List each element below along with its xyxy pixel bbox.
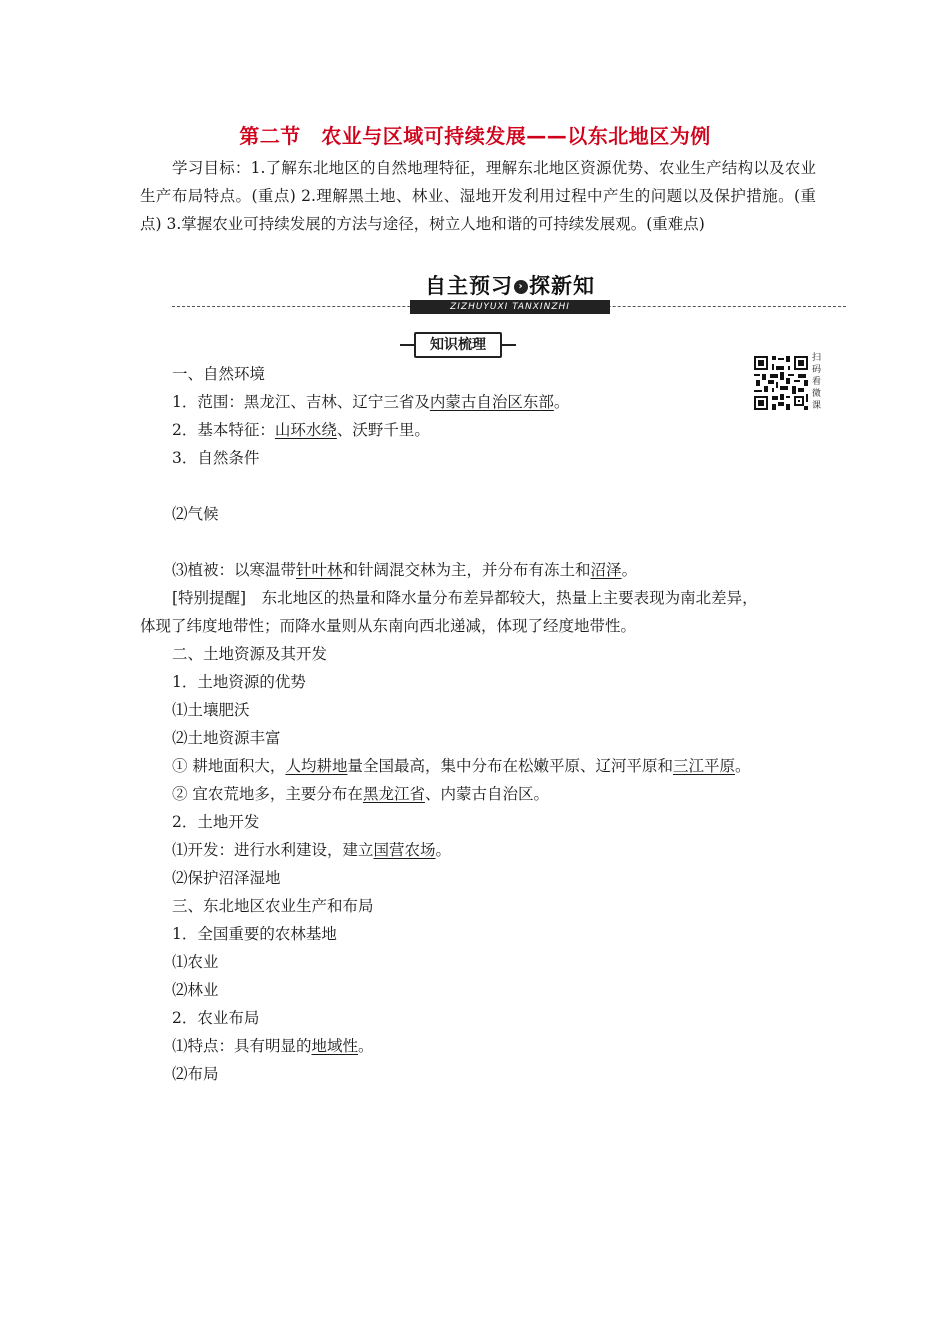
blank-answer: 人均耕地	[285, 757, 348, 775]
blank-answer: 针叶林	[296, 561, 343, 579]
list-item-forestry: ⑵林业	[172, 981, 219, 999]
list-item-land-advantage: 1．土地资源的优势	[172, 673, 306, 691]
qr-code-icon[interactable]	[752, 354, 810, 412]
banner-subtitle: ZIZHUYUXI TANXINZHI	[410, 300, 610, 314]
list-item-arable-land: ① 耕地面积大，人均耕地量全国最高，集中分布在松嫩平原、辽河平原和三江平原。	[172, 757, 751, 775]
blank-answer: 内蒙古自治区东部	[429, 393, 554, 411]
subsection-heading	[400, 330, 516, 356]
list-item-base: 1．全国重要的农林基地	[172, 925, 337, 943]
blank-answer: 山环水绕	[274, 421, 337, 439]
list-item-conditions: 3．自然条件	[172, 449, 260, 467]
blank-answer: 国营农场	[373, 841, 436, 859]
learning-objectives: 学习目标：1.了解东北地区的自然地理特征，理解东北地区资源优势、农业生产结构以及农业生产布局特点。(重点) 2.理解黑土地、林业、湿地开发利用过程中产生的问题以及保护措施。(重点) 3.掌握农业可持续发展的方法与途径，树立人地和谐的可持续发展观。(重难点)	[140, 159, 816, 233]
heading-rule-right	[502, 344, 516, 346]
blank-answer: 三江平原	[672, 757, 735, 775]
heading-rule-left	[400, 344, 414, 346]
list-item-distribution: ⑵布局	[172, 1065, 219, 1083]
blank-answer: 地域性	[311, 1037, 359, 1055]
blank-answer: 沼泽	[590, 561, 622, 579]
special-note-line-1: [特别提醒] 东北地区的热量和降水量分布差异都较大，热量上主要表现为南北差异，	[172, 589, 758, 607]
arrow-icon: ›	[514, 280, 528, 294]
special-note-line-2: 体现了纬度地带性；而降水量则从东南向西北递减，体现了经度地带性。	[140, 617, 637, 635]
list-item-wetland-protection: ⑵保护沼泽湿地	[172, 869, 281, 887]
subsection-label: 知识梳理	[414, 332, 502, 358]
list-item-development: ⑴开发：进行水利建设，建立国营农场。	[172, 841, 452, 859]
list-item-fertile-soil: ⑴土壤肥沃	[172, 701, 250, 719]
banner-title	[410, 270, 610, 298]
page-title: 第二节 农业与区域可持续发展——以东北地区为例	[239, 124, 711, 148]
list-item-characteristics: ⑴特点：具有明显的地域性。	[172, 1037, 374, 1055]
section-header	[172, 270, 846, 316]
section-banner	[410, 270, 610, 312]
banner-title-right: 探新知	[529, 274, 595, 298]
list-item-features: 2．基本特征：山环水绕、沃野千里。	[172, 421, 430, 439]
heading-land-resources: 二、土地资源及其开发	[172, 645, 328, 663]
qr-caption: 扫码看微课	[812, 353, 822, 411]
blank-answer: 黑龙江省	[362, 785, 425, 803]
list-item-farming: ⑴农业	[172, 953, 219, 971]
list-item-layout: 2．农业布局	[172, 1009, 260, 1027]
list-item-climate: ⑵气候	[172, 505, 219, 523]
list-item-land-development: 2．土地开发	[172, 813, 260, 831]
list-item-rich-land: ⑵土地资源丰富	[172, 729, 281, 747]
list-item-vegetation: ⑶植被：以寒温带针叶林和针阔混交林为主，并分布有冻土和沼泽。	[172, 561, 638, 579]
list-item-wasteland: ② 宜农荒地多，主要分布在黑龙江省、内蒙古自治区。	[172, 785, 549, 803]
heading-agriculture: 三、东北地区农业生产和布局	[172, 897, 374, 915]
banner-title-left: 自主预习	[425, 274, 513, 298]
list-item-range: 1．范围：黑龙江、吉林、辽宁三省及内蒙古自治区东部。	[172, 393, 570, 411]
heading-natural-environment: 一、自然环境	[172, 365, 266, 383]
